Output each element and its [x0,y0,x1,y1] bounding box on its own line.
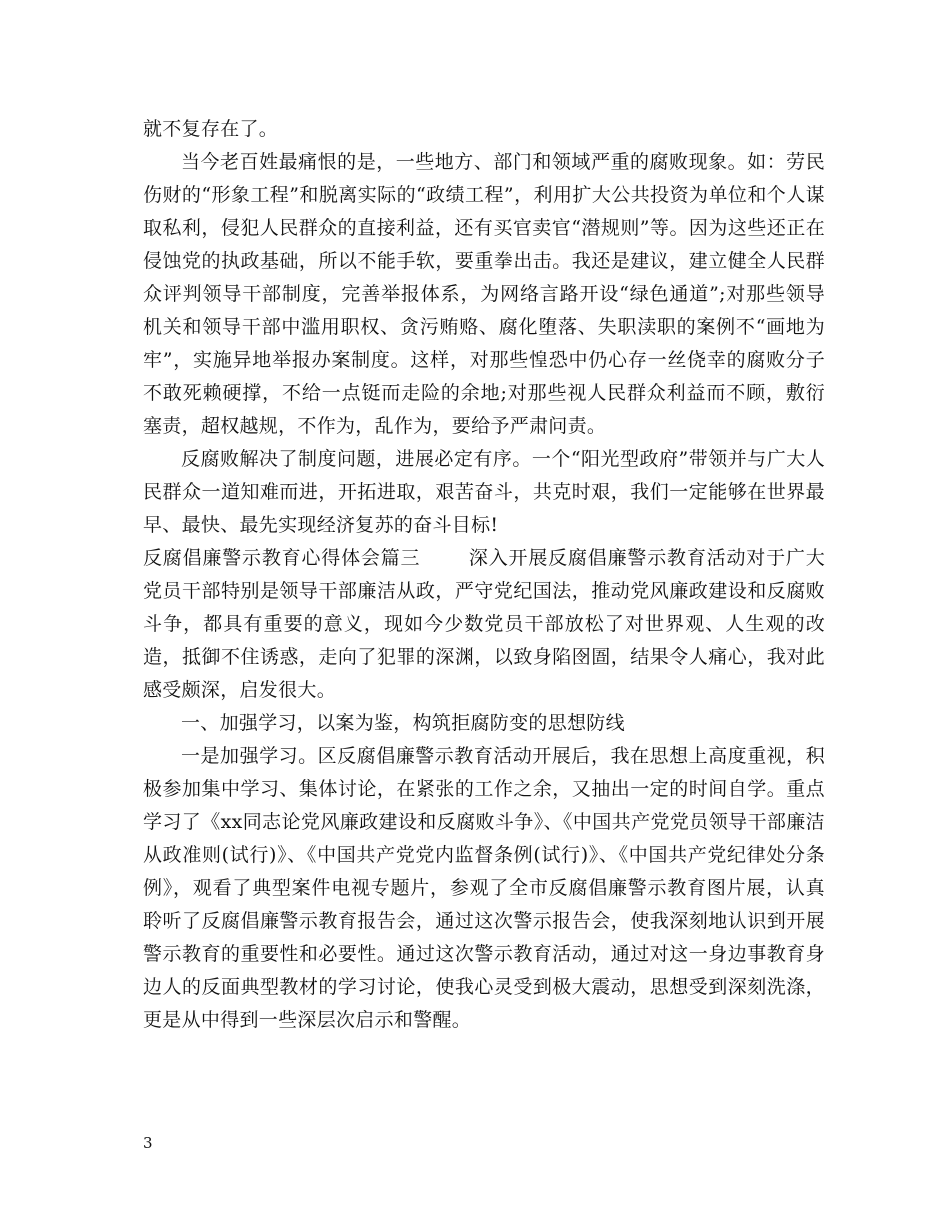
page-number: 3 [143,1134,153,1152]
paragraph-anti-corruption: 反腐败解决了制度问题，进展必定有序。一个“阳光型政府”带领并与广大人民群众一道知难而进，开拓进取，艰苦奋斗，共克时艰，我们一定能够在世界最早、最快、最先实现经济复苏的奋斗目标! [143,448,825,536]
section-heading: 反腐倡廉警示教育心得体会篇三 [143,547,421,569]
paragraph-study: 一是加强学习。区反腐倡廉警示教育活动开展后，我在思想上高度重视，积极参加集中学习、集体讨论，在紧张的工作之余，又抽出一定的时间自学。重点学习了《xx同志论党风廉政建设和反腐败斗争》、《中国共产党党员领导干部廉洁从政准则(试行)》、《中国共产党党内监督条例(试行)》、《中国共产党纪律处分条例》，观看了典型案件电视专题片，参观了全市反腐倡廉警示教育图片展，认真聆听了反腐倡廉警示教育报告会，通过这次警示报告会，使我深刻地认识到开展警示教育的重要性和必要性。通过这次警示教育活动，通过对这一身边事教育身边人的反面典型教材的学习讨论，使我心灵受到极大震动，思想受到深刻洗涤，更是从中得到一些深层次启示和警醒。 [143,745,825,1031]
paragraph-corruption: 当今老百姓最痛恨的是，一些地方、部门和领域严重的腐败现象。如：劳民伤财的“形象工程”和脱离实际的“政绩工程”，利用扩大公共投资为单位和个人谋取私利，侵犯人民群众的直接利益，还有买官卖官“潜规则”等。因为这些还正在侵蚀党的执政基础，所以不能手软，要重拳出击。我还是建议，建立健全人民群众评判领导干部制度，完善举报体系，为网络言路开设“绿色通道”;对那些领导机关和领导干部中滥用职权、贪污贿赂、腐化堕落、失职渎职的案例不“画地为牢”，实施异地举报办案制度。这样，对那些惶恐中仍心存一丝侥幸的腐败分子不敢死赖硬撑，不给一点铤而走险的余地;对那些视人民群众利益而不顾，敷衍塞责，超权越规，不作为，乱作为，要给予严肃问责。 [143,151,825,437]
subheading-study: 一、加强学习，以案为鉴，构筑拒腐防变的思想防线 [181,712,625,734]
document-body [143,113,825,1037]
section-intro: 深入开展反腐倡廉警示教育活动对于广大党员干部特别是领导干部廉洁从政，严守党纪国法，推动党风廉政建设和反腐败斗争，都具有重要的意义，现如今少数党员干部放松了对世界观、人生观的改造，抵御不住诱惑，走向了犯罪的深渊，以致身陷囹圄，结果令人痛心，我对此感受颇深，启发很大。 [143,547,825,701]
section-three [143,542,825,707]
paragraph-continuation: 就不复存在了。 [143,118,279,140]
